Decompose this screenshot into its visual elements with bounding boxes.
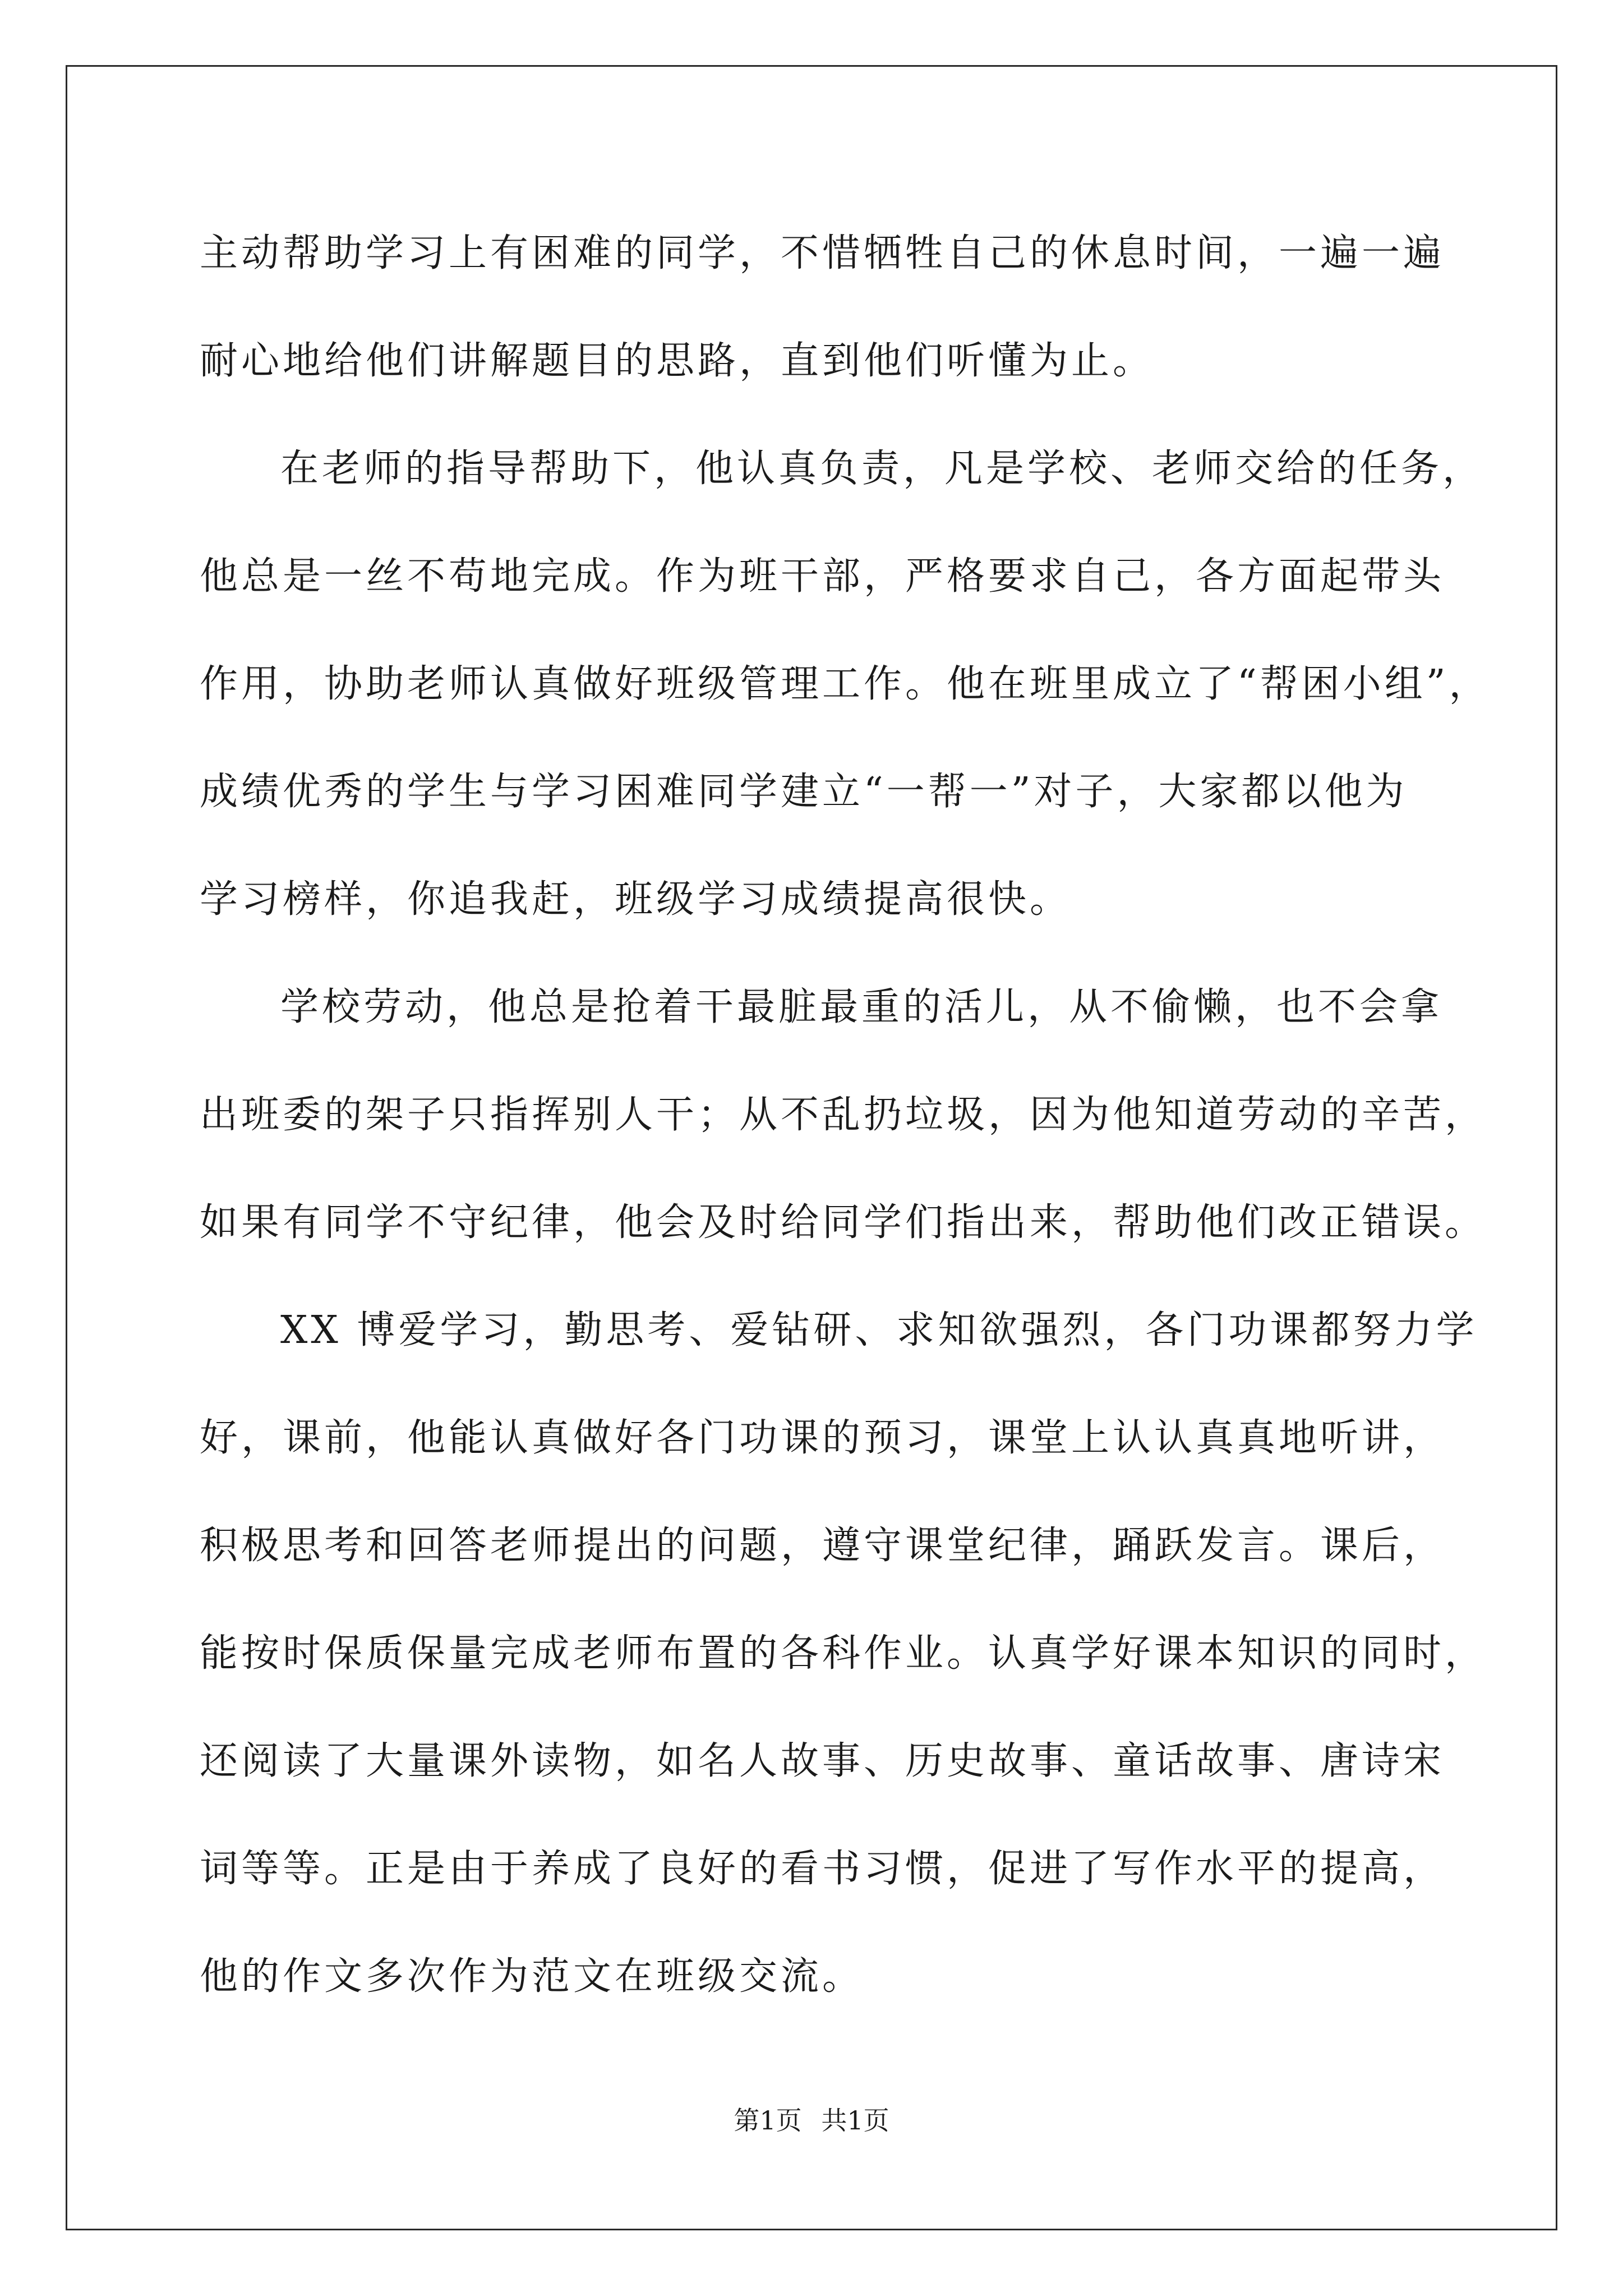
text-line: 成绩优秀的学生与学习困难同学建立“一帮一”对子，大家都以他为 (200, 770, 1408, 814)
text-line: 作用，协助老师认真做好班级管理工作。他在班里成立了“帮困小组”， (200, 662, 1491, 706)
text-line: XX 博爱学习，勤思考、爱钻研、求知欲强烈，各门功课都努力学 (280, 1308, 1478, 1352)
text-line: 如果有同学不守纪律，他会及时给同学们指出来，帮助他们改正错误。 (200, 1200, 1487, 1245)
text-line: 出班委的架子只指挥别人干；从不乱扔垃圾，因为他知道劳动的辛苦， (200, 1093, 1487, 1137)
page-footer (0, 2105, 1623, 2136)
text-line: 他的作文多次作为范文在班级交流。 (200, 1954, 864, 1999)
text-line: 能按时保质保量完成老师布置的各科作业。认真学好课本知识的同时， (200, 1631, 1487, 1676)
text-line: 积极思考和回答老师提出的问题，遵守课堂纪律，踊跃发言。课后， (200, 1524, 1445, 1568)
text-line: 好，课前，他能认真做好各门功课的预习，课堂上认认真真地听讲， (200, 1416, 1445, 1460)
text-line: 学校劳动，他总是抢着干最脏最重的活儿，从不偷懒，也不会拿 (280, 985, 1443, 1029)
page-frame (66, 65, 1557, 2230)
page-number-total: 共1页 (821, 2105, 889, 2136)
text-line: 他总是一丝不苟地完成。作为班干部，严格要求自己，各方面起带头 (200, 554, 1445, 599)
text-line: 学习榜样，你追我赶，班级学习成绩提高很快。 (200, 877, 1072, 922)
text-line: 主动帮助学习上有困难的同学，不惜牺牲自己的休息时间，一遍一遍 (200, 231, 1445, 275)
text-line: 在老师的指导帮助下，他认真负责，凡是学校、老师交给的任务， (280, 447, 1484, 491)
page-number-current: 第1页 (734, 2105, 802, 2136)
text-line: 还阅读了大量课外读物，如名人故事、历史故事、童话故事、唐诗宋 (200, 1739, 1445, 1783)
text-line: 词等等。正是由于养成了良好的看书习惯，促进了写作水平的提高， (200, 1847, 1445, 1891)
text-line: 耐心地给他们讲解题目的思路，直到他们听懂为止。 (200, 339, 1155, 383)
